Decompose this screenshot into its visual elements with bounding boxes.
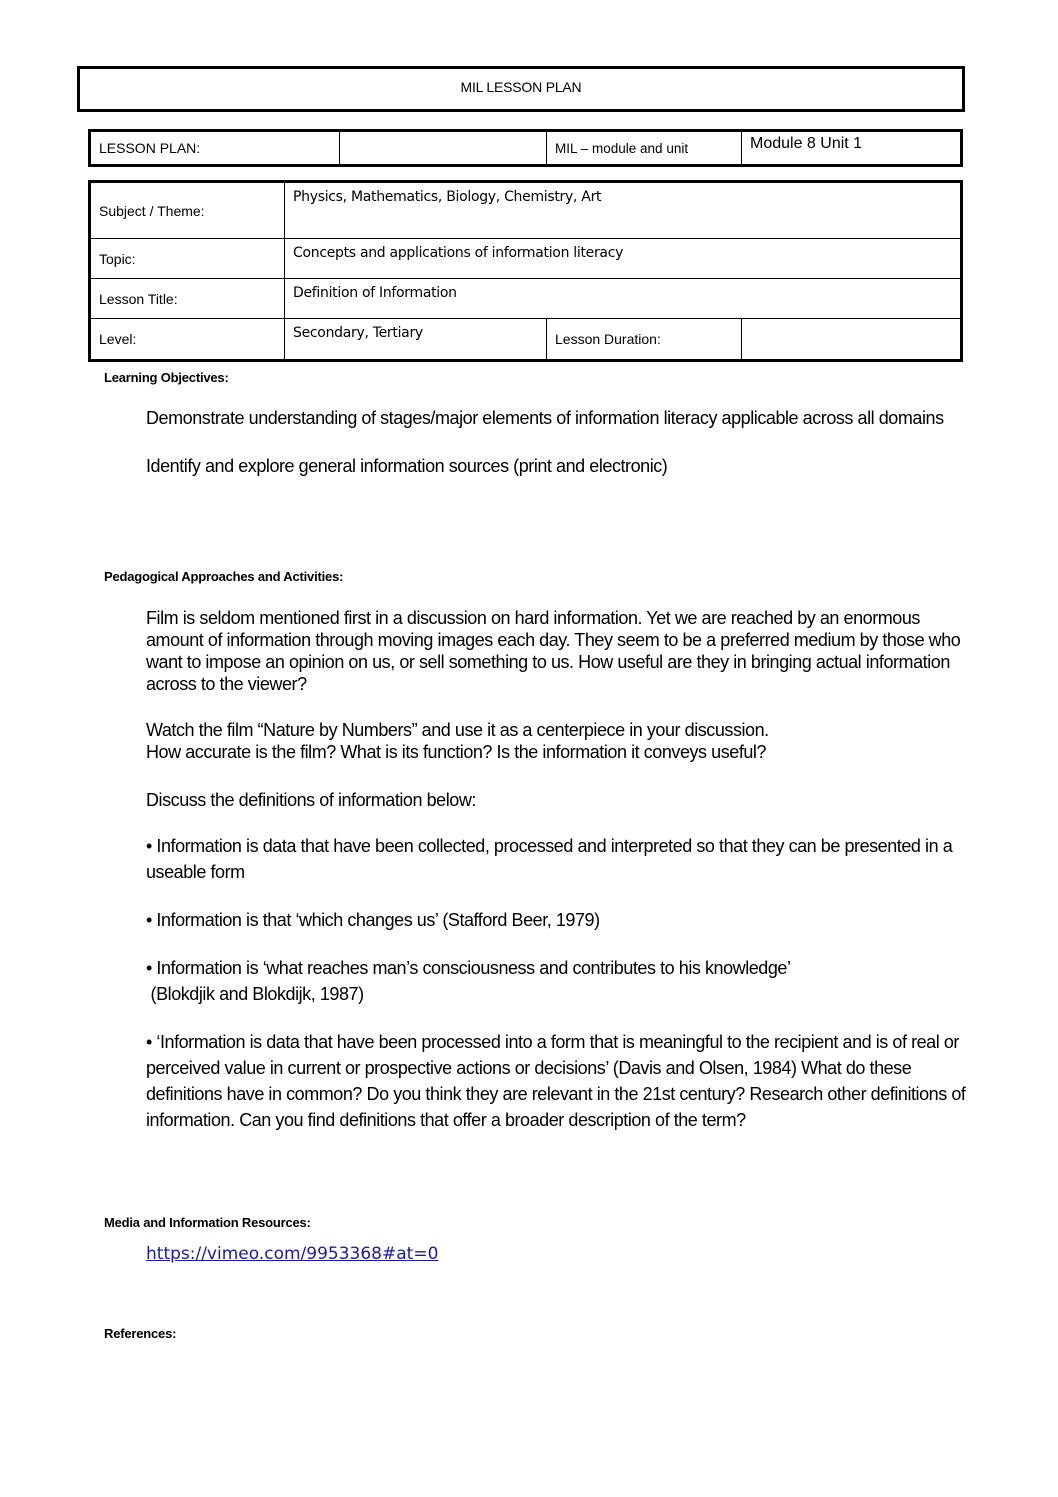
- lesson-title-row: [90, 279, 962, 319]
- lesson-plan-value: [340, 131, 547, 166]
- vimeo-link[interactable]: https://vimeo.com/9953368#at=0: [146, 1244, 439, 1264]
- level-row: [90, 319, 962, 361]
- info-table: [88, 180, 963, 362]
- definition-item: • Information is data that have been collected, processed and interpreted so that they can be presented in a useable form: [146, 836, 953, 882]
- objective-item: Identify and explore general information sources (print and electronic): [146, 456, 668, 476]
- header-table: [88, 129, 963, 167]
- duration-label: Lesson Duration:: [547, 319, 742, 361]
- pedagogical-paragraph: How accurate is the film? What is its function? Is the information it conveys useful?: [146, 742, 767, 762]
- subject-value: Physics, Mathematics, Biology, Chemistry, Art: [285, 182, 962, 239]
- topic-value: Concepts and applications of information literacy: [285, 239, 962, 279]
- definition-citation: (Blokdjik and Blokdijk, 1987): [146, 984, 364, 1004]
- document-title-box: [77, 66, 965, 112]
- resources-heading: Media and Information Resources:: [104, 1215, 311, 1230]
- pedagogical-paragraph: Watch the film “Nature by Numbers” and use it as a centerpiece in your discussion.: [146, 720, 769, 740]
- subject-label: Subject / Theme:: [90, 182, 285, 239]
- topic-label: Topic:: [90, 239, 285, 279]
- topic-row: [90, 239, 962, 279]
- header-row: [90, 131, 962, 166]
- module-value: Module 8 Unit 1: [742, 131, 962, 166]
- resources-list: [146, 1244, 438, 1264]
- pedagogical-content: [146, 607, 966, 1133]
- level-label: Level:: [90, 319, 285, 361]
- lesson-title-value: Definition of Information: [285, 279, 962, 319]
- pedagogical-heading: Pedagogical Approaches and Activities:: [104, 569, 344, 584]
- objective-item: Demonstrate understanding of stages/major elements of information literacy applicable across all domains: [146, 408, 944, 428]
- learning-objectives-list: [146, 405, 976, 479]
- references-heading: References:: [104, 1326, 177, 1341]
- learning-objectives-heading: Learning Objectives:: [104, 370, 229, 385]
- definition-item: • ‘Information is data that have been processed into a form that is meaningful to the recipient and is of real or perceived value in current or prospective actions or decisions’ (Davis and Olsen, 1984) What do these definitions have in common? Do you think they are relevant in the 21st century? Research other definitions of information. Can you find definitions that offer a broader description of the term?: [146, 1032, 966, 1130]
- lesson-plan-label: LESSON PLAN:: [90, 131, 340, 166]
- document-title: MIL LESSON PLAN: [460, 79, 582, 95]
- pedagogical-paragraph: Film is seldom mentioned first in a discussion on hard information. Yet we are reached by an enormous amount of information through moving images each day. They seem to be a preferred medium by those who want to impose an opinion on us, or sell something to us. How useful are they in bringing actual information across to the viewer?: [146, 608, 961, 694]
- duration-value: [742, 319, 962, 361]
- level-value: Secondary, Tertiary: [285, 319, 547, 361]
- subject-row: [90, 182, 962, 239]
- module-label: MIL – module and unit: [547, 131, 742, 166]
- definition-item: • Information is that ‘which changes us’ (Stafford Beer, 1979): [146, 910, 600, 930]
- pedagogical-paragraph: Discuss the definitions of information below:: [146, 790, 476, 810]
- lesson-title-label: Lesson Title:: [90, 279, 285, 319]
- definition-item: • Information is ‘what reaches man’s consciousness and contributes to his knowledge’: [146, 958, 791, 978]
